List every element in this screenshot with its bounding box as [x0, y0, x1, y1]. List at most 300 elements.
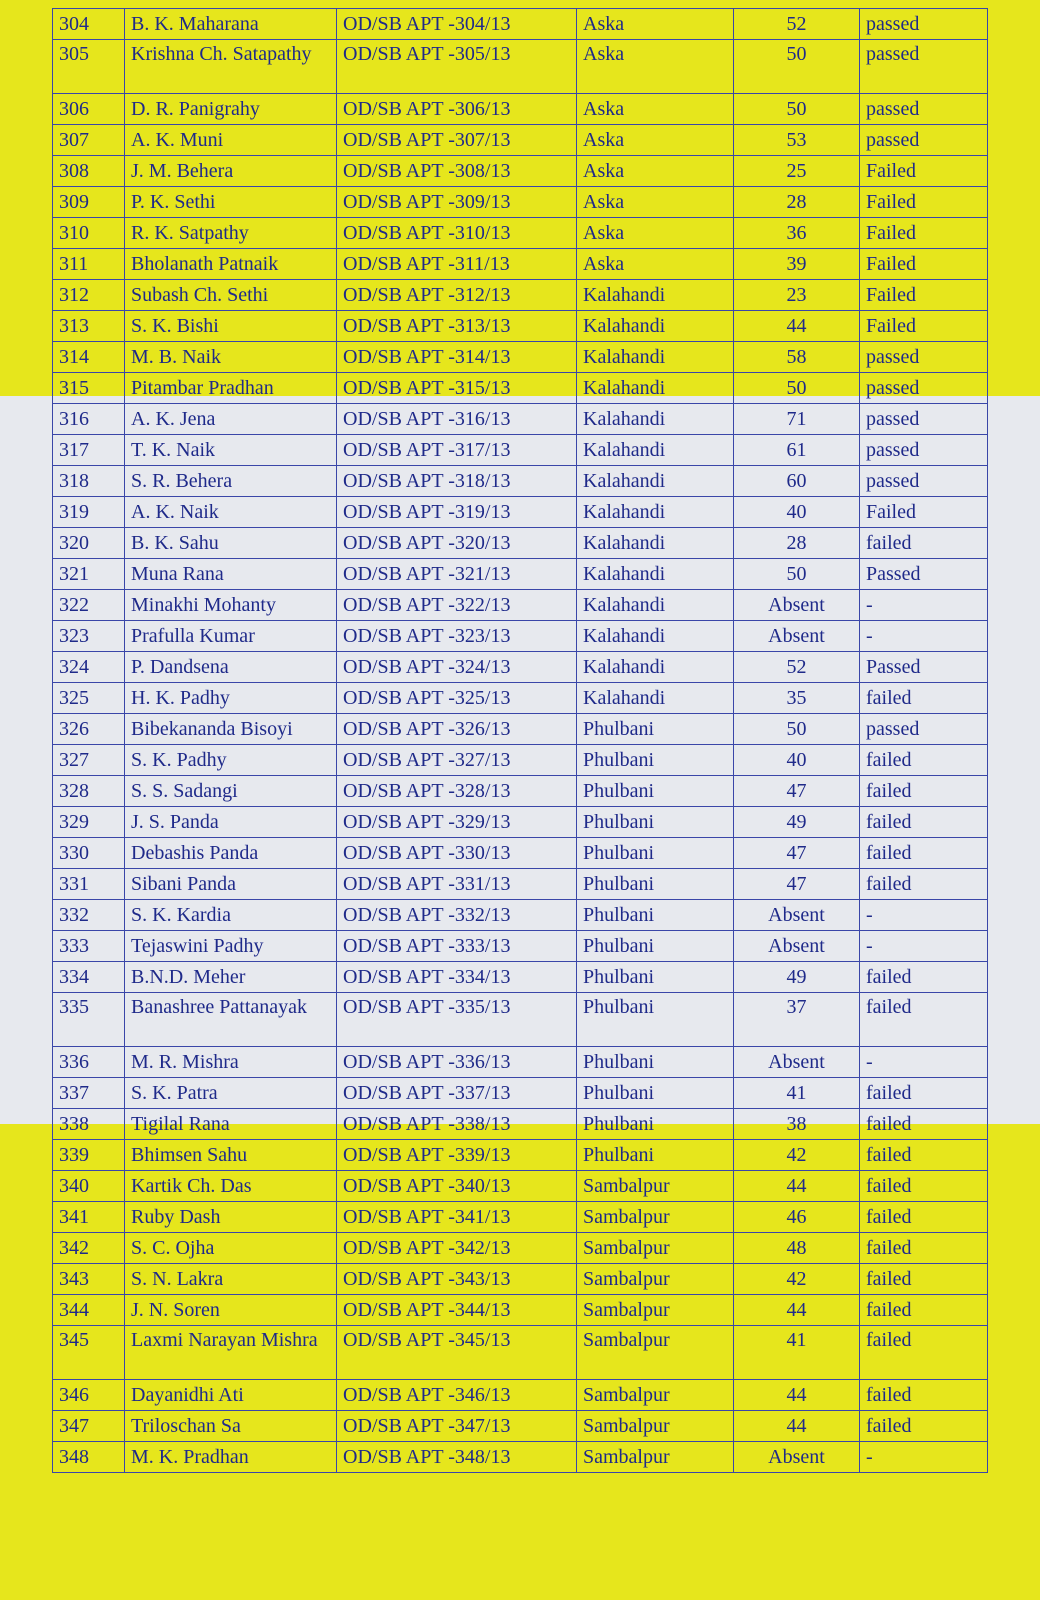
result-cell: failed	[860, 745, 988, 776]
roll-number-cell: OD/SB APT -314/13	[337, 342, 577, 373]
marks-cell: 46	[734, 1202, 860, 1233]
centre-cell: Phulbani	[577, 776, 734, 807]
serial-number-cell: 333	[53, 931, 125, 962]
table-row	[53, 993, 988, 1047]
centre-cell: Aska	[577, 249, 734, 280]
marks-cell: Absent	[734, 1047, 860, 1078]
roll-number-cell: OD/SB APT -338/13	[337, 1109, 577, 1140]
serial-number-cell: 338	[53, 1109, 125, 1140]
serial-number-cell: 326	[53, 714, 125, 745]
result-cell: -	[860, 1442, 988, 1473]
centre-cell: Aska	[577, 9, 734, 40]
roll-number-cell: OD/SB APT -316/13	[337, 404, 577, 435]
result-cell: failed	[860, 869, 988, 900]
table-row	[53, 838, 988, 869]
result-cell: failed	[860, 962, 988, 993]
roll-number-cell: OD/SB APT -347/13	[337, 1411, 577, 1442]
result-cell: failed	[860, 1233, 988, 1264]
serial-number-cell: 344	[53, 1295, 125, 1326]
marks-cell: 23	[734, 280, 860, 311]
roll-number-cell: OD/SB APT -325/13	[337, 683, 577, 714]
centre-cell: Phulbani	[577, 869, 734, 900]
serial-number-cell: 316	[53, 404, 125, 435]
marks-cell: 40	[734, 745, 860, 776]
candidate-name-cell: Kartik Ch. Das	[125, 1171, 337, 1202]
centre-cell: Sambalpur	[577, 1264, 734, 1295]
result-cell: failed	[860, 1411, 988, 1442]
candidate-name-cell: S. S. Sadangi	[125, 776, 337, 807]
serial-number-cell: 318	[53, 466, 125, 497]
serial-number-cell: 340	[53, 1171, 125, 1202]
candidate-name-cell: B.N.D. Meher	[125, 962, 337, 993]
marks-cell: 49	[734, 962, 860, 993]
table-row	[53, 342, 988, 373]
table-row	[53, 1202, 988, 1233]
table-row	[53, 714, 988, 745]
marks-cell: 50	[734, 714, 860, 745]
candidate-name-cell: D. R. Panigrahy	[125, 94, 337, 125]
centre-cell: Phulbani	[577, 838, 734, 869]
serial-number-cell: 322	[53, 590, 125, 621]
result-cell: failed	[860, 807, 988, 838]
marks-cell: 52	[734, 652, 860, 683]
centre-cell: Kalahandi	[577, 311, 734, 342]
centre-cell: Aska	[577, 40, 734, 94]
marks-cell: 36	[734, 218, 860, 249]
marks-cell: 50	[734, 559, 860, 590]
roll-number-cell: OD/SB APT -317/13	[337, 435, 577, 466]
marks-cell: 44	[734, 1411, 860, 1442]
candidate-name-cell: S. R. Behera	[125, 466, 337, 497]
table-row	[53, 1442, 988, 1473]
marks-cell: 42	[734, 1264, 860, 1295]
serial-number-cell: 313	[53, 311, 125, 342]
candidate-name-cell: A. K. Jena	[125, 404, 337, 435]
candidate-name-cell: S. N. Lakra	[125, 1264, 337, 1295]
centre-cell: Kalahandi	[577, 621, 734, 652]
table-row	[53, 156, 988, 187]
serial-number-cell: 319	[53, 497, 125, 528]
table-row	[53, 311, 988, 342]
marks-cell: 50	[734, 94, 860, 125]
marks-cell: 47	[734, 776, 860, 807]
centre-cell: Kalahandi	[577, 528, 734, 559]
table-row	[53, 1171, 988, 1202]
serial-number-cell: 331	[53, 869, 125, 900]
centre-cell: Kalahandi	[577, 466, 734, 497]
roll-number-cell: OD/SB APT -345/13	[337, 1326, 577, 1380]
result-cell: Failed	[860, 497, 988, 528]
result-cell: passed	[860, 466, 988, 497]
table-row	[53, 1109, 988, 1140]
roll-number-cell: OD/SB APT -328/13	[337, 776, 577, 807]
result-cell: passed	[860, 125, 988, 156]
roll-number-cell: OD/SB APT -307/13	[337, 125, 577, 156]
result-cell: Failed	[860, 311, 988, 342]
serial-number-cell: 308	[53, 156, 125, 187]
candidate-name-cell: Sibani Panda	[125, 869, 337, 900]
roll-number-cell: OD/SB APT -324/13	[337, 652, 577, 683]
centre-cell: Kalahandi	[577, 404, 734, 435]
result-cell: failed	[860, 776, 988, 807]
roll-number-cell: OD/SB APT -327/13	[337, 745, 577, 776]
result-cell: Failed	[860, 218, 988, 249]
candidate-name-cell: Krishna Ch. Satapathy	[125, 40, 337, 94]
candidate-name-cell: Bholanath Patnaik	[125, 249, 337, 280]
marks-cell: 47	[734, 869, 860, 900]
serial-number-cell: 329	[53, 807, 125, 838]
centre-cell: Sambalpur	[577, 1202, 734, 1233]
marks-cell: Absent	[734, 900, 860, 931]
marks-cell: 35	[734, 683, 860, 714]
candidate-name-cell: S. C. Ojha	[125, 1233, 337, 1264]
candidate-name-cell: A. K. Muni	[125, 125, 337, 156]
roll-number-cell: OD/SB APT -318/13	[337, 466, 577, 497]
roll-number-cell: OD/SB APT -329/13	[337, 807, 577, 838]
result-cell: Failed	[860, 187, 988, 218]
candidate-name-cell: R. K. Satpathy	[125, 218, 337, 249]
candidate-name-cell: Ruby Dash	[125, 1202, 337, 1233]
roll-number-cell: OD/SB APT -343/13	[337, 1264, 577, 1295]
roll-number-cell: OD/SB APT -333/13	[337, 931, 577, 962]
table-row	[53, 962, 988, 993]
serial-number-cell: 309	[53, 187, 125, 218]
centre-cell: Kalahandi	[577, 373, 734, 404]
centre-cell: Phulbani	[577, 900, 734, 931]
serial-number-cell: 325	[53, 683, 125, 714]
marks-cell: 71	[734, 404, 860, 435]
roll-number-cell: OD/SB APT -326/13	[337, 714, 577, 745]
serial-number-cell: 323	[53, 621, 125, 652]
marks-cell: 60	[734, 466, 860, 497]
roll-number-cell: OD/SB APT -348/13	[337, 1442, 577, 1473]
table-row	[53, 373, 988, 404]
table-row	[53, 435, 988, 466]
serial-number-cell: 317	[53, 435, 125, 466]
candidate-name-cell: Dayanidhi Ati	[125, 1380, 337, 1411]
result-cell: failed	[860, 1380, 988, 1411]
roll-number-cell: OD/SB APT -335/13	[337, 993, 577, 1047]
serial-number-cell: 320	[53, 528, 125, 559]
centre-cell: Phulbani	[577, 962, 734, 993]
result-cell: passed	[860, 9, 988, 40]
candidate-name-cell: M. K. Pradhan	[125, 1442, 337, 1473]
marks-cell: 37	[734, 993, 860, 1047]
marks-cell: 50	[734, 40, 860, 94]
table-row	[53, 1233, 988, 1264]
table-row	[53, 559, 988, 590]
marks-cell: 53	[734, 125, 860, 156]
results-sheet	[52, 8, 987, 1473]
table-row	[53, 1264, 988, 1295]
results-table-body	[53, 9, 988, 1473]
roll-number-cell: OD/SB APT -309/13	[337, 187, 577, 218]
marks-cell: 48	[734, 1233, 860, 1264]
table-row	[53, 869, 988, 900]
table-row	[53, 652, 988, 683]
candidate-name-cell: Debashis Panda	[125, 838, 337, 869]
candidate-name-cell: B. K. Sahu	[125, 528, 337, 559]
table-row	[53, 40, 988, 94]
serial-number-cell: 334	[53, 962, 125, 993]
result-cell: failed	[860, 1078, 988, 1109]
roll-number-cell: OD/SB APT -319/13	[337, 497, 577, 528]
candidate-name-cell: T. K. Naik	[125, 435, 337, 466]
result-cell: -	[860, 621, 988, 652]
candidate-name-cell: Banashree Pattanayak	[125, 993, 337, 1047]
roll-number-cell: OD/SB APT -339/13	[337, 1140, 577, 1171]
result-cell: Passed	[860, 559, 988, 590]
centre-cell: Sambalpur	[577, 1380, 734, 1411]
serial-number-cell: 328	[53, 776, 125, 807]
candidate-name-cell: Bhimsen Sahu	[125, 1140, 337, 1171]
serial-number-cell: 315	[53, 373, 125, 404]
results-table	[52, 8, 988, 1473]
marks-cell: 39	[734, 249, 860, 280]
serial-number-cell: 343	[53, 1264, 125, 1295]
table-row	[53, 1326, 988, 1380]
centre-cell: Kalahandi	[577, 497, 734, 528]
serial-number-cell: 312	[53, 280, 125, 311]
serial-number-cell: 305	[53, 40, 125, 94]
marks-cell: 50	[734, 373, 860, 404]
candidate-name-cell: Prafulla Kumar	[125, 621, 337, 652]
table-row	[53, 621, 988, 652]
candidate-name-cell: A. K. Naik	[125, 497, 337, 528]
result-cell: failed	[860, 1264, 988, 1295]
result-cell: Failed	[860, 156, 988, 187]
result-cell: Passed	[860, 652, 988, 683]
result-cell: failed	[860, 1202, 988, 1233]
table-row	[53, 807, 988, 838]
roll-number-cell: OD/SB APT -322/13	[337, 590, 577, 621]
centre-cell: Phulbani	[577, 1109, 734, 1140]
table-row	[53, 497, 988, 528]
result-cell: failed	[860, 1171, 988, 1202]
candidate-name-cell: J. N. Soren	[125, 1295, 337, 1326]
candidate-name-cell: J. S. Panda	[125, 807, 337, 838]
roll-number-cell: OD/SB APT -315/13	[337, 373, 577, 404]
candidate-name-cell: Bibekananda Bisoyi	[125, 714, 337, 745]
centre-cell: Aska	[577, 218, 734, 249]
marks-cell: Absent	[734, 621, 860, 652]
serial-number-cell: 339	[53, 1140, 125, 1171]
serial-number-cell: 332	[53, 900, 125, 931]
roll-number-cell: OD/SB APT -306/13	[337, 94, 577, 125]
serial-number-cell: 324	[53, 652, 125, 683]
centre-cell: Aska	[577, 187, 734, 218]
serial-number-cell: 330	[53, 838, 125, 869]
result-cell: passed	[860, 404, 988, 435]
serial-number-cell: 347	[53, 1411, 125, 1442]
marks-cell: 44	[734, 1295, 860, 1326]
table-row	[53, 1295, 988, 1326]
candidate-name-cell: B. K. Maharana	[125, 9, 337, 40]
result-cell: failed	[860, 1326, 988, 1380]
marks-cell: 61	[734, 435, 860, 466]
roll-number-cell: OD/SB APT -337/13	[337, 1078, 577, 1109]
centre-cell: Sambalpur	[577, 1171, 734, 1202]
result-cell: -	[860, 590, 988, 621]
marks-cell: 41	[734, 1326, 860, 1380]
result-cell: failed	[860, 528, 988, 559]
result-cell: -	[860, 1047, 988, 1078]
result-cell: failed	[860, 838, 988, 869]
candidate-name-cell: Tejaswini Padhy	[125, 931, 337, 962]
table-row	[53, 249, 988, 280]
result-cell: passed	[860, 342, 988, 373]
table-row	[53, 931, 988, 962]
roll-number-cell: OD/SB APT -304/13	[337, 9, 577, 40]
roll-number-cell: OD/SB APT -312/13	[337, 280, 577, 311]
serial-number-cell: 342	[53, 1233, 125, 1264]
table-row	[53, 1411, 988, 1442]
roll-number-cell: OD/SB APT -313/13	[337, 311, 577, 342]
table-row	[53, 187, 988, 218]
result-cell: failed	[860, 1295, 988, 1326]
centre-cell: Aska	[577, 156, 734, 187]
candidate-name-cell: Tigilal Rana	[125, 1109, 337, 1140]
table-row	[53, 745, 988, 776]
serial-number-cell: 306	[53, 94, 125, 125]
marks-cell: 25	[734, 156, 860, 187]
marks-cell: 44	[734, 311, 860, 342]
roll-number-cell: OD/SB APT -305/13	[337, 40, 577, 94]
candidate-name-cell: H. K. Padhy	[125, 683, 337, 714]
candidate-name-cell: P. K. Sethi	[125, 187, 337, 218]
serial-number-cell: 310	[53, 218, 125, 249]
marks-cell: 41	[734, 1078, 860, 1109]
result-cell: passed	[860, 94, 988, 125]
result-cell: passed	[860, 373, 988, 404]
marks-cell: 49	[734, 807, 860, 838]
result-cell: passed	[860, 714, 988, 745]
table-row	[53, 466, 988, 497]
centre-cell: Sambalpur	[577, 1233, 734, 1264]
centre-cell: Phulbani	[577, 807, 734, 838]
candidate-name-cell: J. M. Behera	[125, 156, 337, 187]
table-row	[53, 590, 988, 621]
candidate-name-cell: Triloschan Sa	[125, 1411, 337, 1442]
table-row	[53, 900, 988, 931]
serial-number-cell: 321	[53, 559, 125, 590]
candidate-name-cell: S. K. Bishi	[125, 311, 337, 342]
serial-number-cell: 346	[53, 1380, 125, 1411]
roll-number-cell: OD/SB APT -321/13	[337, 559, 577, 590]
centre-cell: Kalahandi	[577, 280, 734, 311]
roll-number-cell: OD/SB APT -341/13	[337, 1202, 577, 1233]
table-row	[53, 683, 988, 714]
table-row	[53, 218, 988, 249]
marks-cell: 47	[734, 838, 860, 869]
result-cell: Failed	[860, 280, 988, 311]
table-row	[53, 404, 988, 435]
centre-cell: Kalahandi	[577, 590, 734, 621]
result-cell: passed	[860, 435, 988, 466]
serial-number-cell: 336	[53, 1047, 125, 1078]
serial-number-cell: 337	[53, 1078, 125, 1109]
centre-cell: Aska	[577, 94, 734, 125]
marks-cell: 58	[734, 342, 860, 373]
roll-number-cell: OD/SB APT -323/13	[337, 621, 577, 652]
centre-cell: Phulbani	[577, 993, 734, 1047]
serial-number-cell: 307	[53, 125, 125, 156]
roll-number-cell: OD/SB APT -330/13	[337, 838, 577, 869]
table-row	[53, 280, 988, 311]
marks-cell: 44	[734, 1171, 860, 1202]
marks-cell: 42	[734, 1140, 860, 1171]
table-row	[53, 125, 988, 156]
candidate-name-cell: M. R. Mishra	[125, 1047, 337, 1078]
roll-number-cell: OD/SB APT -344/13	[337, 1295, 577, 1326]
centre-cell: Phulbani	[577, 714, 734, 745]
centre-cell: Sambalpur	[577, 1326, 734, 1380]
roll-number-cell: OD/SB APT -332/13	[337, 900, 577, 931]
serial-number-cell: 314	[53, 342, 125, 373]
result-cell: failed	[860, 1140, 988, 1171]
table-row	[53, 1078, 988, 1109]
result-cell: Failed	[860, 249, 988, 280]
centre-cell: Phulbani	[577, 1078, 734, 1109]
marks-cell: 52	[734, 9, 860, 40]
centre-cell: Kalahandi	[577, 435, 734, 466]
candidate-name-cell: S. K. Padhy	[125, 745, 337, 776]
table-row	[53, 1140, 988, 1171]
centre-cell: Phulbani	[577, 1047, 734, 1078]
roll-number-cell: OD/SB APT -346/13	[337, 1380, 577, 1411]
result-cell: -	[860, 931, 988, 962]
candidate-name-cell: S. K. Patra	[125, 1078, 337, 1109]
roll-number-cell: OD/SB APT -340/13	[337, 1171, 577, 1202]
table-row	[53, 776, 988, 807]
candidate-name-cell: Minakhi Mohanty	[125, 590, 337, 621]
result-cell: passed	[860, 40, 988, 94]
marks-cell: 40	[734, 497, 860, 528]
table-row	[53, 1047, 988, 1078]
roll-number-cell: OD/SB APT -311/13	[337, 249, 577, 280]
marks-cell: 38	[734, 1109, 860, 1140]
roll-number-cell: OD/SB APT -310/13	[337, 218, 577, 249]
centre-cell: Phulbani	[577, 931, 734, 962]
candidate-name-cell: Muna Rana	[125, 559, 337, 590]
candidate-name-cell: Pitambar Pradhan	[125, 373, 337, 404]
centre-cell: Phulbani	[577, 745, 734, 776]
serial-number-cell: 348	[53, 1442, 125, 1473]
candidate-name-cell: Laxmi Narayan Mishra	[125, 1326, 337, 1380]
serial-number-cell: 311	[53, 249, 125, 280]
candidate-name-cell: S. K. Kardia	[125, 900, 337, 931]
table-row	[53, 1380, 988, 1411]
serial-number-cell: 341	[53, 1202, 125, 1233]
roll-number-cell: OD/SB APT -331/13	[337, 869, 577, 900]
centre-cell: Kalahandi	[577, 683, 734, 714]
candidate-name-cell: Subash Ch. Sethi	[125, 280, 337, 311]
centre-cell: Kalahandi	[577, 652, 734, 683]
roll-number-cell: OD/SB APT -334/13	[337, 962, 577, 993]
result-cell: failed	[860, 1109, 988, 1140]
centre-cell: Sambalpur	[577, 1295, 734, 1326]
marks-cell: Absent	[734, 590, 860, 621]
candidate-name-cell: M. B. Naik	[125, 342, 337, 373]
result-cell: -	[860, 900, 988, 931]
serial-number-cell: 304	[53, 9, 125, 40]
table-row	[53, 94, 988, 125]
serial-number-cell: 345	[53, 1326, 125, 1380]
result-cell: failed	[860, 683, 988, 714]
roll-number-cell: OD/SB APT -320/13	[337, 528, 577, 559]
serial-number-cell: 327	[53, 745, 125, 776]
roll-number-cell: OD/SB APT -336/13	[337, 1047, 577, 1078]
